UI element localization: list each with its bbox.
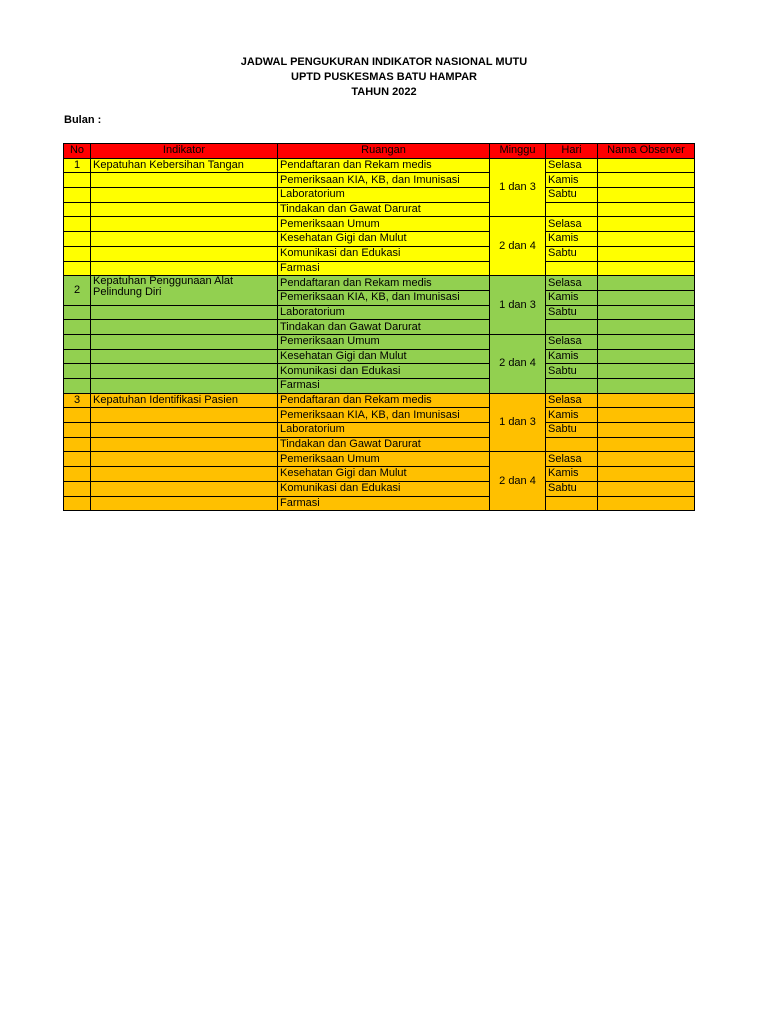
cell-indikator-empty — [91, 334, 278, 349]
cell-observer — [598, 393, 695, 408]
cell-indikator-empty — [91, 320, 278, 335]
cell-ruangan: Kesehatan Gigi dan Mulut — [278, 349, 490, 364]
cell-no: 1 — [64, 158, 91, 173]
table-row — [64, 467, 695, 482]
schedule-table — [63, 143, 695, 511]
cell-observer — [598, 437, 695, 452]
cell-ruangan: Komunikasi dan Edukasi — [278, 481, 490, 496]
cell-no-empty — [64, 452, 91, 467]
cell-no-empty — [64, 188, 91, 203]
cell-no-empty — [64, 232, 91, 247]
cell-observer — [598, 364, 695, 379]
cell-hari: Selasa — [546, 452, 598, 467]
cell-hari — [546, 379, 598, 394]
cell-hari: Sabtu — [546, 481, 598, 496]
cell-ruangan: Pemeriksaan KIA, KB, dan Imunisasi — [278, 173, 490, 188]
col-header-minggu: Minggu — [490, 144, 546, 159]
doc-title: JADWAL PENGUKURAN INDIKATOR NASIONAL MUTU — [240, 56, 528, 68]
cell-hari: Selasa — [546, 158, 598, 173]
cell-ruangan: Laboratorium — [278, 188, 490, 203]
cell-no-empty — [64, 423, 91, 438]
cell-ruangan: Farmasi — [278, 379, 490, 394]
cell-hari: Kamis — [546, 173, 598, 188]
cell-indikator: Kepatuhan Identifikasi Pasien — [91, 393, 278, 408]
cell-ruangan: Pemeriksaan Umum — [278, 452, 490, 467]
cell-indikator-empty — [91, 423, 278, 438]
cell-indikator-empty — [91, 173, 278, 188]
cell-observer — [598, 232, 695, 247]
cell-indikator-empty — [91, 188, 278, 203]
cell-ruangan: Pemeriksaan Umum — [278, 217, 490, 232]
cell-indikator-empty — [91, 246, 278, 261]
cell-indikator-empty — [91, 364, 278, 379]
cell-minggu: 1 dan 3 — [490, 393, 546, 452]
cell-indikator-empty — [91, 481, 278, 496]
cell-no-empty — [64, 261, 91, 276]
cell-ruangan: Komunikasi dan Edukasi — [278, 246, 490, 261]
col-header-no: No — [64, 144, 91, 159]
cell-hari: Sabtu — [546, 364, 598, 379]
table-row — [64, 496, 695, 511]
doc-subtitle-year: TAHUN 2022 — [351, 86, 417, 98]
cell-observer — [598, 202, 695, 217]
cell-hari: Kamis — [546, 290, 598, 305]
table-row — [64, 349, 695, 364]
col-header-hari: Hari — [546, 144, 598, 159]
cell-ruangan: Farmasi — [278, 496, 490, 511]
cell-observer — [598, 188, 695, 203]
cell-ruangan: Farmasi — [278, 261, 490, 276]
cell-hari: Sabtu — [546, 188, 598, 203]
cell-hari — [546, 320, 598, 335]
cell-ruangan: Tindakan dan Gawat Darurat — [278, 437, 490, 452]
cell-observer — [598, 423, 695, 438]
cell-no-empty — [64, 481, 91, 496]
cell-hari — [546, 261, 598, 276]
table-row — [64, 276, 695, 291]
table-row — [64, 217, 695, 232]
cell-hari — [546, 437, 598, 452]
cell-indikator-empty — [91, 467, 278, 482]
cell-observer — [598, 173, 695, 188]
cell-indikator-empty — [91, 379, 278, 394]
cell-observer — [598, 452, 695, 467]
cell-indikator-empty — [91, 437, 278, 452]
table-header-row — [64, 144, 695, 159]
cell-hari: Kamis — [546, 408, 598, 423]
table-row — [64, 393, 695, 408]
cell-ruangan: Kesehatan Gigi dan Mulut — [278, 232, 490, 247]
cell-observer — [598, 246, 695, 261]
cell-hari: Kamis — [546, 349, 598, 364]
cell-no: 3 — [64, 393, 91, 408]
table-row — [64, 232, 695, 247]
table-row — [64, 481, 695, 496]
cell-indikator: Kepatuhan Kebersihan Tangan — [91, 158, 278, 173]
cell-no-empty — [64, 334, 91, 349]
cell-no-empty — [64, 437, 91, 452]
cell-hari: Sabtu — [546, 246, 598, 261]
cell-observer — [598, 334, 695, 349]
table-row — [64, 423, 695, 438]
cell-hari — [546, 202, 598, 217]
cell-hari: Selasa — [546, 276, 598, 291]
cell-minggu: 2 dan 4 — [490, 217, 546, 276]
table-row — [64, 452, 695, 467]
cell-observer — [598, 217, 695, 232]
col-header-indikator: Indikator — [91, 144, 278, 159]
cell-ruangan: Pemeriksaan KIA, KB, dan Imunisasi — [278, 408, 490, 423]
cell-no-empty — [64, 320, 91, 335]
cell-observer — [598, 320, 695, 335]
cell-observer — [598, 290, 695, 305]
table-row — [64, 364, 695, 379]
cell-indikator-empty — [91, 305, 278, 320]
cell-observer — [598, 408, 695, 423]
cell-no-empty — [64, 496, 91, 511]
cell-no-empty — [64, 246, 91, 261]
cell-ruangan: Pemeriksaan Umum — [278, 334, 490, 349]
cell-indikator-empty — [91, 496, 278, 511]
table-row — [64, 408, 695, 423]
cell-indikator-empty — [91, 408, 278, 423]
cell-observer — [598, 496, 695, 511]
cell-no-empty — [64, 379, 91, 394]
bulan-label: Bulan : — [64, 114, 102, 126]
cell-no-empty — [64, 217, 91, 232]
cell-observer — [598, 261, 695, 276]
table-row — [64, 261, 695, 276]
cell-indikator-empty — [91, 232, 278, 247]
cell-no-empty — [64, 202, 91, 217]
cell-observer — [598, 379, 695, 394]
cell-observer — [598, 481, 695, 496]
cell-no: 2 — [64, 276, 91, 305]
cell-no-empty — [64, 305, 91, 320]
cell-ruangan: Pendaftaran dan Rekam medis — [278, 158, 490, 173]
doc-subtitle-org: UPTD PUSKESMAS BATU HAMPAR — [291, 71, 477, 83]
cell-observer — [598, 467, 695, 482]
cell-no-empty — [64, 364, 91, 379]
cell-hari: Selasa — [546, 217, 598, 232]
cell-no-empty — [64, 173, 91, 188]
cell-indikator: Kepatuhan Penggunaan Alat Pelindung Diri — [91, 276, 278, 305]
cell-observer — [598, 349, 695, 364]
cell-indikator-empty — [91, 452, 278, 467]
table-row — [64, 158, 695, 173]
table-row — [64, 379, 695, 394]
table-row — [64, 202, 695, 217]
cell-indikator-empty — [91, 349, 278, 364]
cell-hari: Selasa — [546, 334, 598, 349]
cell-ruangan: Komunikasi dan Edukasi — [278, 364, 490, 379]
cell-ruangan: Laboratorium — [278, 423, 490, 438]
cell-minggu: 2 dan 4 — [490, 452, 546, 511]
table-row — [64, 320, 695, 335]
cell-observer — [598, 305, 695, 320]
table-row — [64, 305, 695, 320]
cell-hari: Sabtu — [546, 305, 598, 320]
cell-indikator-empty — [91, 261, 278, 276]
cell-indikator-empty — [91, 217, 278, 232]
cell-no-empty — [64, 349, 91, 364]
cell-observer — [598, 158, 695, 173]
cell-hari — [546, 496, 598, 511]
table-row — [64, 188, 695, 203]
cell-ruangan: Pendaftaran dan Rekam medis — [278, 393, 490, 408]
cell-observer — [598, 276, 695, 291]
cell-minggu: 1 dan 3 — [490, 276, 546, 335]
table-row — [64, 437, 695, 452]
cell-no-empty — [64, 467, 91, 482]
cell-minggu: 1 dan 3 — [490, 158, 546, 217]
cell-ruangan: Tindakan dan Gawat Darurat — [278, 320, 490, 335]
cell-ruangan: Kesehatan Gigi dan Mulut — [278, 467, 490, 482]
cell-ruangan: Tindakan dan Gawat Darurat — [278, 202, 490, 217]
table-row — [64, 334, 695, 349]
cell-ruangan: Laboratorium — [278, 305, 490, 320]
cell-hari: Kamis — [546, 467, 598, 482]
cell-hari: Kamis — [546, 232, 598, 247]
col-header-observer: Nama Observer — [598, 144, 695, 159]
cell-hari: Selasa — [546, 393, 598, 408]
cell-ruangan: Pendaftaran dan Rekam medis — [278, 276, 490, 291]
col-header-ruangan: Ruangan — [278, 144, 490, 159]
table-row — [64, 246, 695, 261]
cell-indikator-empty — [91, 202, 278, 217]
cell-minggu: 2 dan 4 — [490, 334, 546, 393]
cell-ruangan: Pemeriksaan KIA, KB, dan Imunisasi — [278, 290, 490, 305]
cell-hari: Sabtu — [546, 423, 598, 438]
cell-no-empty — [64, 408, 91, 423]
table-row — [64, 173, 695, 188]
